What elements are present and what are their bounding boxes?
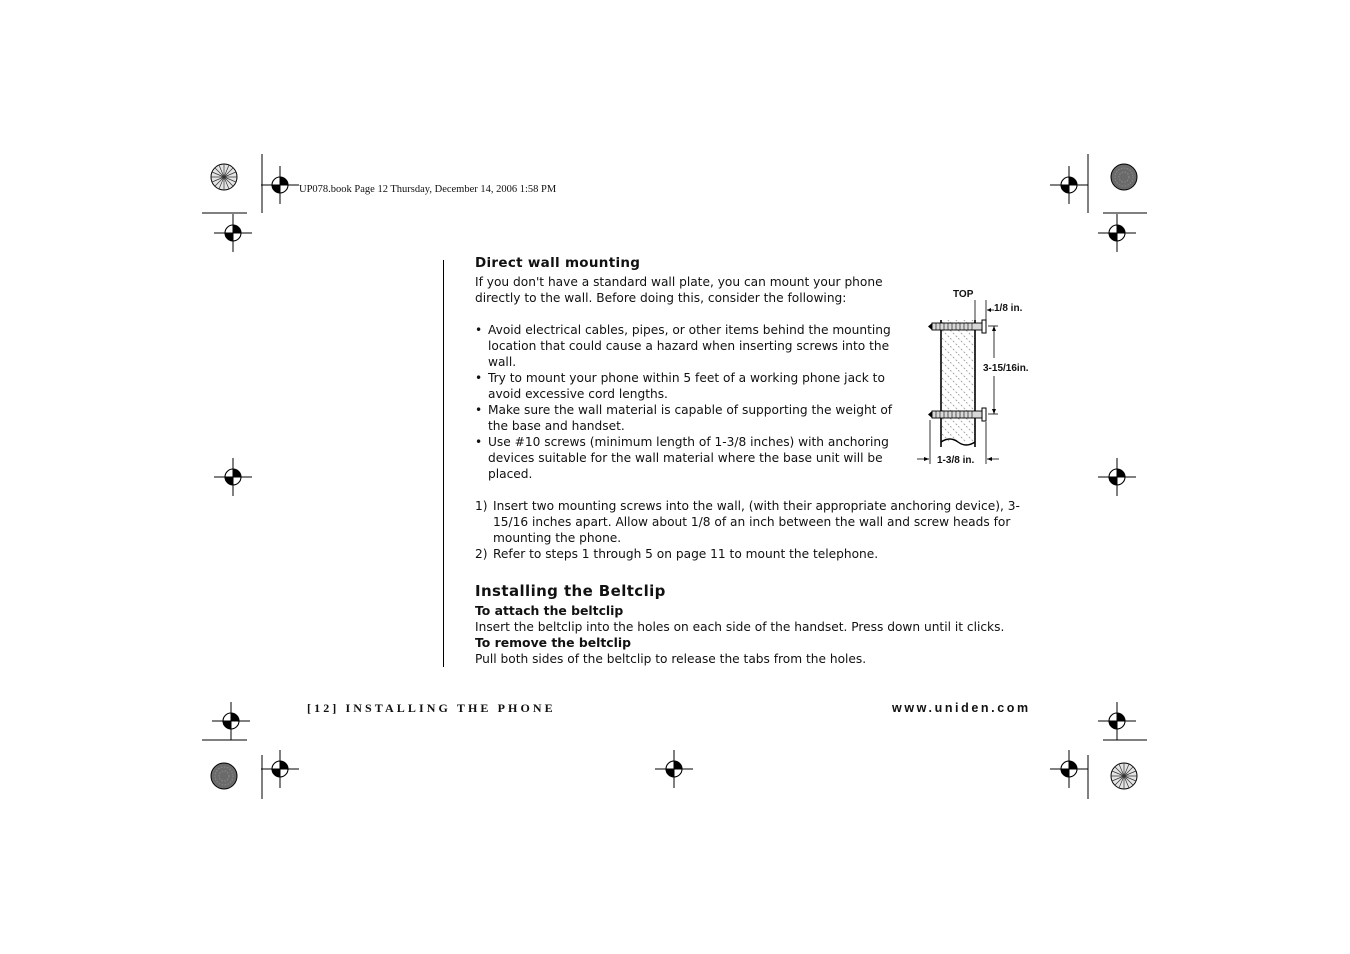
intro-paragraph: If you don't have a standard wall plate, you can mount your phone directly to the wall. Before doing this, consider the following: — [475, 275, 883, 305]
step-text: Refer to steps 1 through 5 on page 11 to mount the telephone. — [493, 547, 879, 561]
section-heading-wall-mounting: Direct wall mounting — [475, 255, 641, 271]
list-item: • Try to mount your phone within 5 feet of a working phone jack to avoid excessive cord lengths. — [475, 370, 895, 402]
list-item: • Avoid electrical cables, pipes, or other items behind the mounting location that could cause a hazard when inserting screws into the wall. — [475, 322, 895, 370]
step-number: 2) — [475, 547, 488, 561]
remove-heading: To remove the beltclip — [475, 635, 631, 650]
wall-section — [941, 320, 975, 442]
step-text: Insert two mounting screws into the wall, (with their appropriate anchoring device), 3-15/16 inches apart. Allow about 1/8 of an inch between the wall and screw heads for mounting the phone. — [493, 499, 1020, 545]
section-heading-beltclip: Installing the Beltclip — [475, 582, 666, 600]
attach-heading: To attach the beltclip — [475, 603, 624, 618]
wall-screw-diagram — [910, 282, 1040, 472]
beltclip-section — [475, 583, 1035, 667]
footer-section-label: [12] INSTALLING THE PHONE — [307, 701, 556, 715]
margin-rule — [443, 260, 444, 667]
step-item — [475, 498, 1031, 546]
step-item — [475, 546, 1031, 562]
label-length: 1-3/8 in. — [937, 455, 975, 466]
label-gap: 1/8 in. — [994, 303, 1023, 314]
attach-text: Insert the beltclip into the holes on each side of the handset. Press down until it clicks. — [475, 620, 1005, 634]
list-item: • Make sure the wall material is capable of supporting the weight of the base and handset. — [475, 402, 895, 434]
footer-website: www.uniden.com — [892, 701, 1031, 715]
print-info: UP078.book Page 12 Thursday, December 14, 2006 1:58 PM — [299, 184, 557, 195]
list-item: • Use #10 screws (minimum length of 1-3/8 inches) with anchoring devices suitable for the wall material where the base unit will be placed. — [475, 434, 895, 482]
label-spacing: 3-15/16in. — [983, 363, 1029, 374]
label-top: TOP — [953, 289, 974, 300]
mounting-steps — [475, 498, 1031, 562]
step-number: 1) — [475, 499, 488, 513]
remove-text: Pull both sides of the beltclip to release the tabs from the holes. — [475, 652, 867, 666]
considerations-list — [475, 322, 895, 482]
